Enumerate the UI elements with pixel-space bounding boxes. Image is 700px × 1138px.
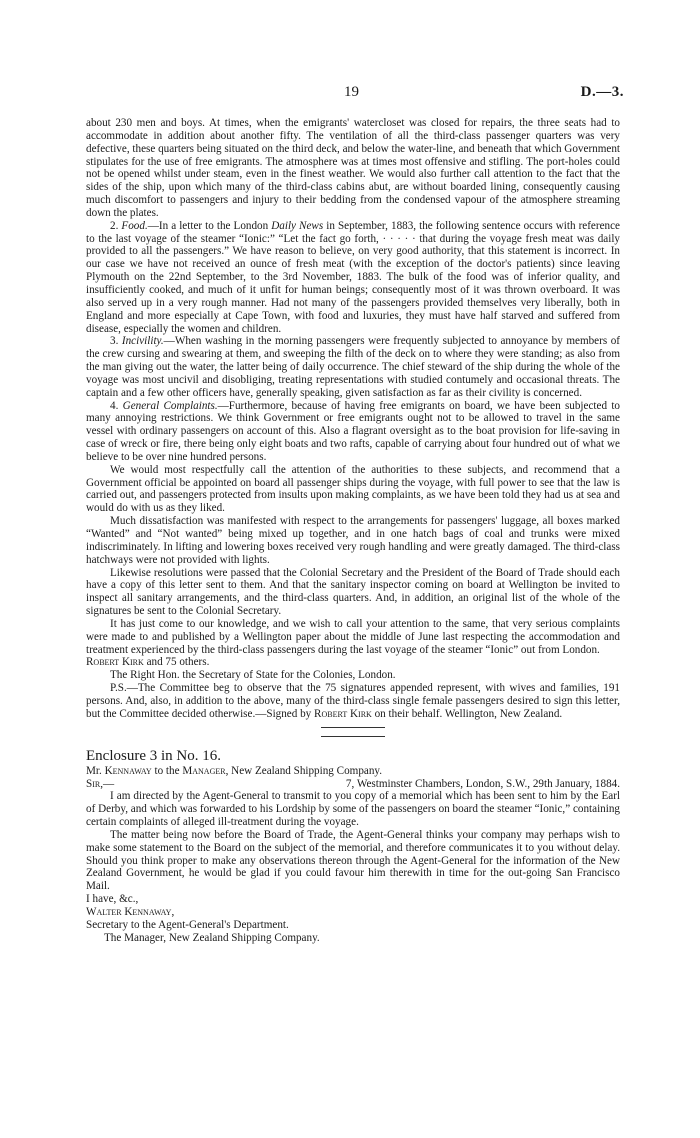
signature-robert-kirk: Robert Kirk and 75 others. [86, 656, 210, 669]
enclosure-paragraph-1: I am directed by the Agent-General to transmit to you copy of a memorial which has been sent to him by the Earl of Derby, and which was forwarded to his Lordship by some of the passengers on board the steamer “Ionic,” containing certain complaints of alleged ill-treatment during the voyage. [86, 790, 620, 829]
addressee-secretary-of-state: The Right Hon. the Secretary of State for the Colonies, London. [110, 669, 396, 682]
enclosure-from-to: Mr. Kennaway to the Manager, New Zealand Shipping Company. [86, 764, 383, 777]
closing: I have, &c., [86, 893, 139, 906]
page-body [86, 117, 620, 944]
item-number: 2. [110, 219, 122, 232]
newspaper-name: Daily News [271, 219, 324, 232]
salutation-row [86, 778, 620, 791]
postscript: P.S.—The Committee beg to observe that the 75 signatures appended represent, with wives and families, 191 persons. And, also, in addition to the above, many of the third-class single female passengers desired to sign this letter, but the Committee decided otherwise.—Signed by Robert Kirk on their behalf. Wellington, New Zealand. [86, 682, 620, 720]
section-divider [321, 736, 385, 737]
signer-title: Secretary to the Agent-General's Department. [86, 918, 289, 931]
section-heading-food: Food. [121, 219, 148, 232]
paragraph-ventilation: about 230 men and boys. At times, when the emigrants' watercloset was closed for repairs, the three seats had to accommodate in addition about another fifty. The ventilation of all the third-class passenger quarters was very defective, these quarters being situated on the third deck, and below the water-line, and beneath that which Government stipulates for the use of free emigrants. The atmosphere was at times most offensive and stifling. The port-holes could not be opened whilst under steam, even in the finest weather. We would also further call attention to the fact that the sides of the ship, upon which many of the third-class cabins abut, are without boarded lining, consequently causing much discomfort to passengers and injury to their bedding from the condensed vapour of the atmosphere streaming down the plates. [86, 117, 620, 219]
paragraph-incivility: 3. Incivility.—When washing in the morning passengers were frequently subjected to annoyance by members of the crew cursing and swearing at them, and sweeping the filth of the deck on to where they were standing; as also from the man giving out the water, the latter being of daily occurrence. The chief steward of the ship during the whole of the voyage was most uncivil and disobliging, treating representations with studied contumely and occasional threats. The captain and a few other officers have, generally speaking, given satisfaction as far as their civility is concerned. [86, 335, 621, 399]
paragraph-resolutions: Likewise resolutions were passed that the Colonial Secretary and the President of the Board of Trade should each have a copy of this letter sent to them. And that the sanitary inspector coming on board at Wellington be invited to inspect all sanitary arrangements, and the third-class quarters. And, in addition, an original list of the whole of the signatures be sent to the Colonial Secretary. [86, 566, 620, 618]
item-number: 4. [110, 399, 123, 412]
enclosure-paragraph-2: The matter being now before the Board of Trade, the Agent-General thinks your company may perhaps wish to make some statement to the Board on the subject of the memorial, and therefore communicates it to you without delay. Should you think proper to make any observations thereon through the Agent-General for the information of the New Zealand Government, he would be glad if you could favour him therewith in time for the out-going San Francisco Mail. [86, 828, 620, 893]
page-number: 19 [344, 84, 359, 100]
section-heading-incivility: Incivility. [121, 335, 164, 348]
section-divider [321, 727, 385, 728]
salutation: Sir,— [86, 777, 115, 790]
page-header [0, 84, 700, 104]
addressee-manager: The Manager, New Zealand Shipping Company. [104, 931, 320, 944]
signer-name: Robert Kirk [86, 656, 144, 669]
paragraph-wellington-paper: It has just come to our knowledge, and we wish to call your attention to the same, that very serious complaints were made to and published by a Wellington paper about the middle of June last respecting the accommodation and treatment experienced by the third-class passengers during the last voyage of the steamer “Ionic” out from London. [86, 617, 620, 656]
document-reference: D.—3. [580, 84, 624, 100]
letter-address-date: 7, Westminster Chambers, London, S.W., 29th January, 1884. [345, 777, 620, 790]
enclosure-title: Enclosure 3 in No. 16. [86, 747, 221, 764]
postscript-signer: Robert Kirk [314, 707, 372, 720]
section-heading-general: General Complaints. [122, 399, 218, 412]
signer-walter-kennaway: Walter Kennaway, [86, 905, 175, 918]
paragraph-luggage: Much dissatisfaction was manifested with respect to the arrangements for passengers' luggage, all boxes marked “Wanted” and “Not wanted” being mixed up together, and in one hatch bags of coal and trunks were mixed indiscriminately. In lifting and lowering boxes received very rough handling and were greatly damaged. The third-class hatchways were not provided with lights. [86, 515, 620, 566]
paragraph-recommendation: We would most respectfully call the attention of the authorities to these subjects, and recommend that a Government official be appointed on board all passenger ships during the voyage, with full power to see that the law is carried out, and passengers protected from insults upon making complaints, as we have been told they had us at sea and would do with us as they liked. [86, 463, 620, 515]
paragraph-general-complaints: 4. General Complaints.—Furthermore, because of having free emigrants on board, we have been subjected to many annoying restrictions. We think Government or free emigrants ought not to be allowed to travel in the same vessel with ordinary passengers on account of this. Also a flagrant oversight as to the boat provision for life-saving in case of wreck or fire, there being only eight boats and two rafts, capable of carrying about four hundred out of what we believe to be over nine hundred persons. [86, 399, 620, 463]
paragraph-food: 2. Food.—In a letter to the London Daily News in September, 1883, the following sentence occurs with reference to the last voyage of the steamer “Ionic:” “Let the fact go forth, · · · · · that during the voyage fresh meat was daily provided to all the passengers.” We have reason to believe, on very good authority, that this statement is incorrect. In our case we have not received an ounce of fresh meat (with the exception of the doctor's patients) since leaving Plymouth on the 22nd September, to the 3rd November, 1883. The bulk of the food was of inferior quality, and insufficiently cooked, and much of it unfit for human beings; consequently most of it was thrown overboard. It was also served up in a very rough manner. Had not many of the passengers provided themselves very liberally, both in England and more especially at Cape Town, with food and luxuries, they must have half starved and suffered from disease, especially the women and children. [86, 219, 620, 335]
item-number: 3. [110, 335, 122, 348]
